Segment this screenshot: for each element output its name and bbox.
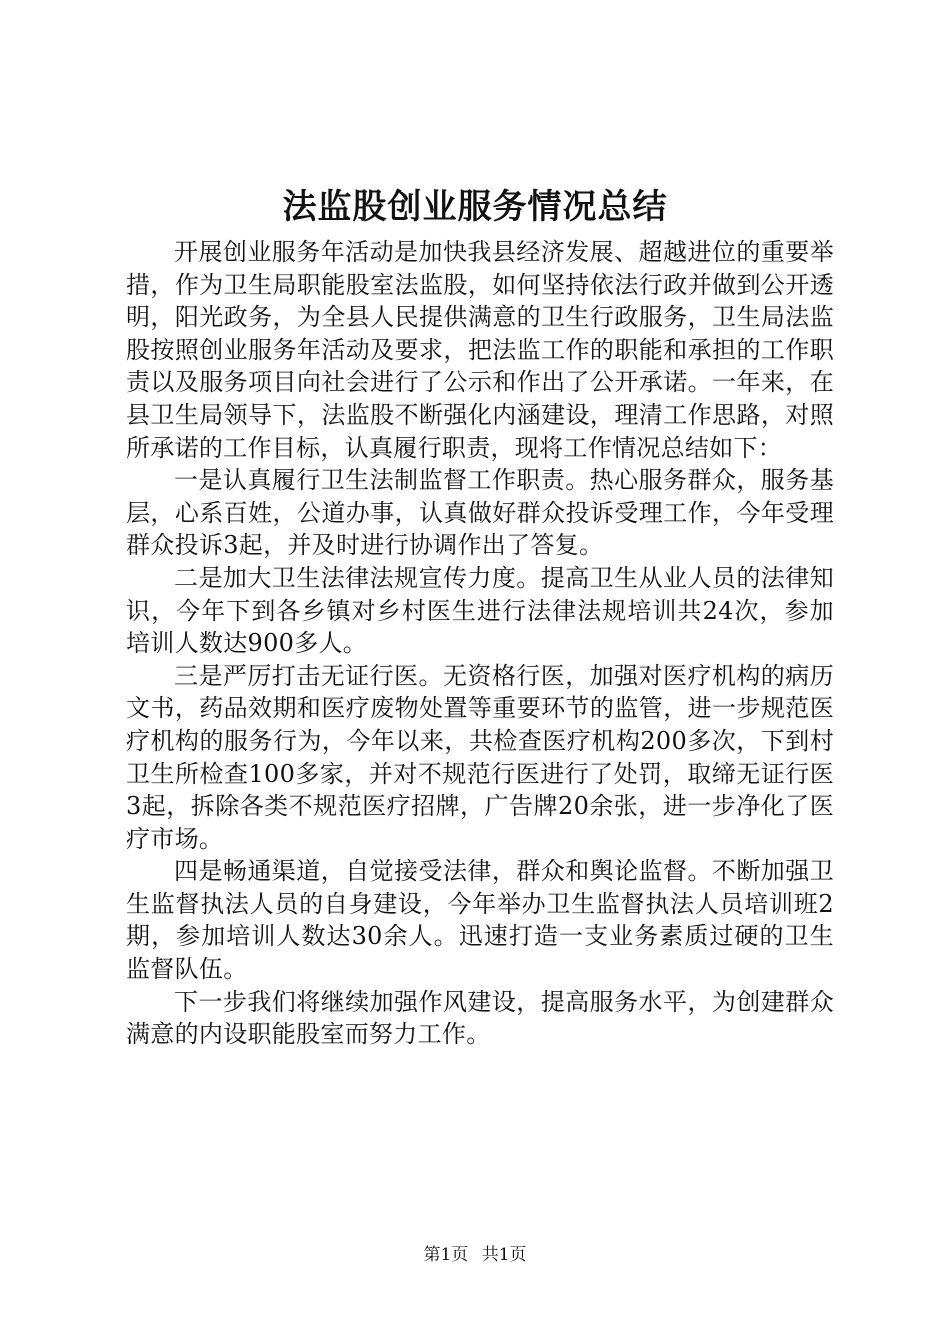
- paragraph-item-4: 四是畅通渠道，自觉接受法律，群众和舆论监督。不断加强卫生监督执法人员的自身建设，今年举办卫生监督执法人员培训班2期，参加培训人数达30余人。迅速打造一支业务素质过硬的卫生监督队伍。: [126, 857, 834, 984]
- paragraph-item-3: 三是严厉打击无证行医。无资格行医，加强对医疗机构的病历文书，药品效期和医疗废物处置等重要环节的监管，进一步规范医疗机构的服务行为，今年以来，共检查医疗机构200多次，下到村卫生所检查100多家，并对不规范行医进行了处罚，取缔无证行医3起，拆除各类不规范医疗招牌，广告牌20余张，进一步净化了医疗市场。: [126, 661, 834, 853]
- page-total: 共1页: [481, 1245, 527, 1265]
- document-body: [126, 236, 834, 1051]
- page-footer: [0, 1243, 950, 1267]
- paragraph-conclusion: 下一步我们将继续加强作风建设，提高服务水平，为创建群众满意的内设职能股室而努力工作。: [126, 987, 834, 1049]
- paragraph-item-1: 一是认真履行卫生法制监督工作职责。热心服务群众，服务基层，心系百姓，公道办事，认真做好群众投诉受理工作，今年受理群众投诉3起，并及时进行协调作出了答复。: [126, 466, 834, 560]
- page-number: 第1页: [423, 1245, 469, 1265]
- paragraph-item-2: 二是加大卫生法律法规宣传力度。提高卫生从业人员的法律知识，今年下到各乡镇对乡村医生进行法律法规培训共24次，参加培训人数达900多人。: [126, 563, 834, 658]
- paragraph-intro: 开展创业服务年活动是加快我县经济发展、超越进位的重要举措，作为卫生局职能股室法监股，如何坚持依法行政并做到公开透明，阳光政务，为全县人民提供满意的卫生行政服务，卫生局法监股按照创业服务年活动及要求，把法监工作的职能和承担的工作职责以及服务项目向社会进行了公示和作出了公开承诺。一年来，在县卫生局领导下，法监股不断强化内涵建设，理清工作思路，对照所承诺的工作目标，认真履行职责，现将工作情况总结如下：: [126, 238, 834, 462]
- document-title: 法监股创业服务情况总结: [282, 187, 668, 227]
